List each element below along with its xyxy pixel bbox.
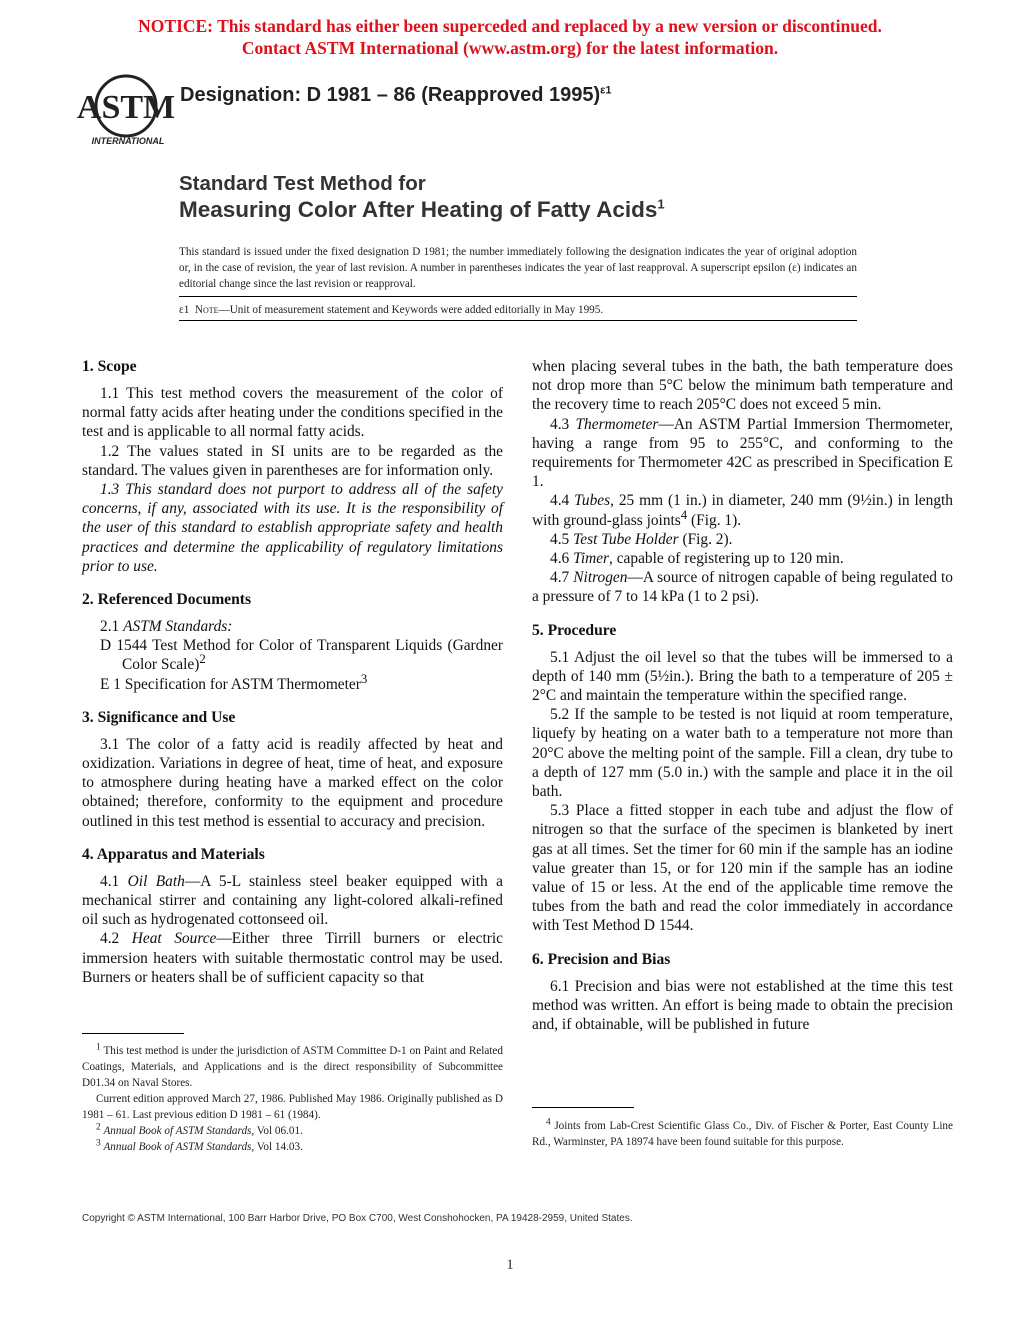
paragraph-text: , 25 mm (1 in.) in diameter, 240 mm (9½in.) in length with ground-glass joints bbox=[532, 492, 953, 529]
notice-line-2: Contact ASTM International (www.astm.org) for the latest information. bbox=[241, 38, 779, 58]
paragraph-term: Tubes bbox=[574, 492, 611, 510]
paragraph-number: 4.3 bbox=[550, 415, 570, 433]
section-heading: 4. Apparatus and Materials bbox=[82, 845, 265, 863]
left-column bbox=[82, 357, 503, 987]
footnote-mark: 2 bbox=[199, 652, 206, 667]
paragraph-term: Timer bbox=[573, 550, 610, 568]
reference-item bbox=[82, 671, 503, 694]
paragraph: 6.1 Precision and bias were not established at the time this test method was written. An effort is being made to obtain the precision and, if obtainable, will be published in future bbox=[532, 977, 953, 1034]
paragraph-number: 4.1 bbox=[100, 872, 120, 890]
subsection-number: 2.1 bbox=[100, 618, 120, 636]
paragraph-text: —Either three Tirrill burners or electric immersion heaters with suitable thermostatic control may be used. Burners or heaters shall be of sufficient capacity so that bbox=[82, 930, 503, 986]
paragraph-text: —A 5-L stainless steel beaker equipped with a mechanical stirrer and containing any light-colored alkali-refined oil such as hydrogenated cottonseed oil. bbox=[82, 872, 503, 929]
footnote bbox=[82, 1043, 503, 1091]
divider bbox=[179, 296, 857, 297]
paragraph-text: —An ASTM Partial Immersion Thermometer, having a range from 95 to 255°C, and conforming to the requirements for Thermometer 42C as prescribed in Specification E 1. bbox=[532, 415, 953, 491]
page-number: 1 bbox=[506, 1257, 514, 1273]
footnote-mark: 2 bbox=[96, 1122, 101, 1133]
section-heading: 6. Precision and Bias bbox=[532, 950, 671, 968]
footnote bbox=[532, 1118, 953, 1150]
paragraph-term: Oil Bath bbox=[127, 872, 185, 890]
footnote-mark: 4 bbox=[680, 507, 688, 522]
footnote-text: Joints from Lab-Crest Scientific Glass Co., Div. of Fischer & Porter, East County Line Rd., Warminster, PA 18974 have been found suitable for this purpose. bbox=[532, 1120, 953, 1148]
paragraph-number: 4.4 bbox=[550, 492, 570, 510]
footnote-book: Annual Book of ASTM Standards bbox=[103, 1125, 252, 1137]
reference-item bbox=[82, 636, 503, 674]
right-column bbox=[532, 357, 953, 1034]
title-line-2 bbox=[179, 197, 665, 223]
title-line-1: Standard Test Method for bbox=[179, 172, 426, 195]
editorial-note-text: —Unit of measurement statement and Keywords were added editorially in May 1995. bbox=[218, 304, 604, 316]
footnote-text: This test method is under the jurisdiction of ASTM Committee D-1 on Paint and Related Coatings, Materials, and Applications and is the direct responsibility of Subcommittee D01.34 on Naval Stores. bbox=[82, 1045, 503, 1089]
footnote: Current edition approved March 27, 1986. Published May 1986. Originally published as D 1981 – 61. Last previous edition D 1981 – 61 (1984). bbox=[82, 1093, 503, 1121]
footnote-mark: 1 bbox=[96, 1042, 101, 1053]
footnote bbox=[82, 1139, 503, 1155]
paragraph-text: —A source of nitrogen capable of being regulated to a pressure of 7 to 14 kPa (1 to 2 psi). bbox=[532, 569, 953, 606]
editorial-note-label: Note bbox=[194, 304, 219, 316]
paragraph bbox=[82, 617, 503, 636]
footnote-mark: 4 bbox=[546, 1117, 551, 1128]
logo-tagline: INTERNATIONAL bbox=[91, 136, 165, 146]
paragraph-number: 4.5 bbox=[550, 530, 570, 548]
editorial-note bbox=[179, 302, 857, 318]
paragraph bbox=[532, 491, 953, 529]
reference-text: E 1 Specification for ASTM Thermometer bbox=[100, 675, 361, 693]
paragraph: when placing several tubes in the bath, the bath temperature does not drop more than 5°C below the minimum bath temperature and the recovery time to reach 205°C does not exceed 5 min. bbox=[532, 358, 953, 414]
notice-line-1: NOTICE: This standard has either been superceded and replaced by a new version or discontinued. bbox=[138, 16, 882, 36]
astm-logo bbox=[76, 72, 176, 150]
paragraph-term: Test Tube Holder bbox=[573, 530, 679, 548]
section-heading: 2. Referenced Documents bbox=[82, 591, 252, 609]
subsection-label: ASTM Standards: bbox=[123, 618, 233, 636]
paragraph bbox=[532, 530, 953, 549]
paragraph: 1.3 This standard does not purport to address all of the safety concerns, if any, associated with its use. It is the responsibility of the user of this standard to establish appropriate safety and health practices and determine the applicability of regulatory limitations prior to use. bbox=[82, 481, 503, 575]
section-heading: 5. Procedure bbox=[532, 621, 617, 639]
paragraph: 5.3 Place a fitted stopper in each tube and adjust the flow of nitrogen so that the surface of the specimen is blanketed by inert gas at all times. Set the timer for 60 min if the sample has an iodine value greater than 15, or for 120 min if the sample has an iodine value of 15 or less. At the end of the applicable time remove the tubes from the bath and read the color immediately in accordance with Test Method D 1544. bbox=[532, 802, 953, 935]
footnote-book: Annual Book of ASTM Standards bbox=[103, 1141, 252, 1153]
paragraph bbox=[532, 415, 953, 492]
paragraph-number: 4.6 bbox=[550, 550, 570, 568]
section-heading: 1. Scope bbox=[82, 358, 137, 375]
title-main: Measuring Color After Heating of Fatty Acids bbox=[179, 197, 658, 222]
title-footnote-mark: 1 bbox=[657, 196, 665, 212]
footnote-rule bbox=[532, 1107, 634, 1108]
designation-epsilon: ε1 bbox=[600, 84, 612, 97]
paragraph-text: , capable of registering up to 120 min. bbox=[609, 550, 844, 568]
paragraph: 5.1 Adjust the oil level so that the tubes will be immersed to a depth of 140 mm (5½in.). Bring the bath to a temperature of 205 ± 2°C and maintain the temperature within the specified range. bbox=[532, 648, 953, 705]
footnote bbox=[82, 1123, 503, 1139]
paragraph bbox=[532, 549, 953, 568]
issuance-statement: This standard is issued under the fixed designation D 1981; the number immediately following the designation indicates the year of original adoption or, in the case of revision, the year of last revision. A number in parentheses indicates the year of last reapproval. A superscript epsilon (ε) indicates an editorial change since the last revision or reapproval. bbox=[179, 246, 857, 290]
paragraph-text: (Fig. 2). bbox=[678, 530, 733, 548]
reference-text: D 1544 Test Method for Color of Transparent Liquids (Gardner Color Scale) bbox=[100, 637, 503, 674]
paragraph-term: Heat Source bbox=[131, 930, 217, 948]
paragraph-term: Nitrogen bbox=[573, 569, 628, 587]
paragraph bbox=[82, 872, 503, 930]
paragraph: 1.2 The values stated in SI units are to be regarded as the standard. The values given in parentheses are for information only. bbox=[82, 442, 503, 479]
designation-text: Designation: D 1981 – 86 (Reapproved 1995) bbox=[180, 84, 601, 106]
paragraph: 1.1 This test method covers the measurement of the color of normal fatty acids after heating under the conditions specified in the test and is applicable to all normal fatty acids. bbox=[82, 385, 503, 441]
footnote-rule bbox=[82, 1033, 184, 1034]
paragraph-number: 4.2 bbox=[100, 930, 120, 948]
designation bbox=[180, 84, 612, 107]
divider bbox=[179, 320, 857, 321]
paragraph bbox=[532, 568, 953, 606]
footnote-mark: 3 bbox=[360, 671, 368, 686]
paragraph bbox=[82, 929, 503, 987]
footnote-volume: , Vol 14.03. bbox=[251, 1141, 303, 1153]
section-heading: 3. Significance and Use bbox=[82, 708, 236, 726]
logo-letters: ASTM bbox=[76, 89, 176, 126]
paragraph-number: 4.7 bbox=[550, 569, 570, 587]
right-footnotes bbox=[532, 1118, 953, 1150]
copyright-footer: Copyright © ASTM International, 100 Barr Harbor Drive, PO Box C700, West Conshohocken, PA 19428-2959, United States. bbox=[82, 1213, 633, 1224]
editorial-note-mark: ε1 bbox=[179, 304, 190, 316]
paragraph: 5.2 If the sample to be tested is not liquid at room temperature, liquefy by heating on a water bath to a temperature not more than 20°C above the melting point of the sample. Fill a clean, dry tube to a depth of 127 mm (5.0 in.) with the sample and place it in the oil bath. bbox=[532, 706, 953, 801]
paragraph-text: (Fig. 1). bbox=[687, 511, 742, 529]
left-footnotes bbox=[82, 1043, 503, 1155]
paragraph-term: Thermometer bbox=[575, 415, 659, 433]
footnote-volume: , Vol 06.01. bbox=[251, 1125, 303, 1137]
footnote-mark: 3 bbox=[96, 1138, 101, 1149]
paragraph: 3.1 The color of a fatty acid is readily affected by heat and oxidization. Variations in degree of heat, time of heat, and exposure to atmosphere during heating have a marked effect on the color obtained; therefore, conformity to the equipment and procedure outlined in this test method is essential to accuracy and precision. bbox=[82, 735, 503, 830]
